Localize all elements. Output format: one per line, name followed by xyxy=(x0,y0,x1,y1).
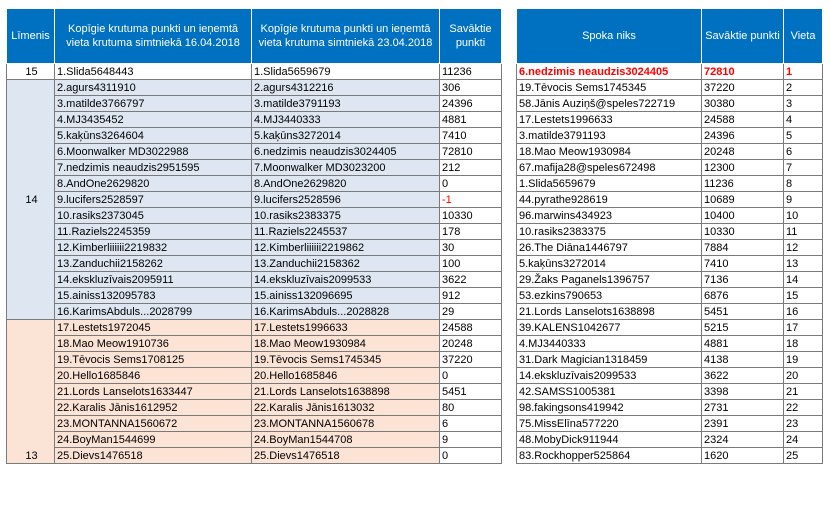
table-row xyxy=(517,176,823,192)
points-cell: 9 xyxy=(440,432,502,448)
ghost-points-cell: 7410 xyxy=(702,256,784,272)
ghost-points-cell: 12300 xyxy=(702,160,784,176)
player-23-04-cell: 11.Raziels2245537 xyxy=(252,224,440,240)
player-16-04-cell: 11.Raziels2245359 xyxy=(55,224,252,240)
player-16-04-cell: 23.MONTANNA1560672 xyxy=(55,416,252,432)
place-cell: 25 xyxy=(784,448,823,464)
ghost-nick-cell: 53.ezkins790653 xyxy=(517,288,702,304)
player-23-04-cell: 5.kaķūns3272014 xyxy=(252,128,440,144)
table-row xyxy=(517,256,823,272)
player-23-04-cell: 21.Lords Lanselots1638898 xyxy=(252,384,440,400)
place-cell: 18 xyxy=(784,336,823,352)
level-cell: 15 xyxy=(7,64,55,80)
table-row xyxy=(7,272,502,288)
ghost-points-cell: 11236 xyxy=(702,176,784,192)
points-cell: 0 xyxy=(440,176,502,192)
ghost-points-cell: 5215 xyxy=(702,320,784,336)
points-cell: 7410 xyxy=(440,128,502,144)
ghost-nick-cell: 31.Dark Magician1318459 xyxy=(517,352,702,368)
player-23-04-cell: 7.Moonwalker MD3023200 xyxy=(252,160,440,176)
player-23-04-cell: 13.Zanduchii2158362 xyxy=(252,256,440,272)
player-16-04-cell: 24.BoyMan1544699 xyxy=(55,432,252,448)
ghost-nick-cell: 19.Tēvocis Sems1745345 xyxy=(517,80,702,96)
table-row xyxy=(7,336,502,352)
ghost-nick-cell: 96.marwins434923 xyxy=(517,208,702,224)
place-cell: 2 xyxy=(784,80,823,96)
player-23-04-cell: 17.Lestets1996633 xyxy=(252,320,440,336)
table-row xyxy=(7,432,502,448)
ghost-nick-cell: 67.mafija28@speles672498 xyxy=(517,160,702,176)
points-cell: -1 xyxy=(440,192,502,208)
points-cell: 20248 xyxy=(440,336,502,352)
points-cell: 10330 xyxy=(440,208,502,224)
table-row xyxy=(517,96,823,112)
player-16-04-cell: 14.ekskluzīvais2095911 xyxy=(55,272,252,288)
place-cell: 12 xyxy=(784,240,823,256)
ghost-nick-cell: 6.nedzimis neaudzis3024405 xyxy=(517,64,702,80)
table-row xyxy=(517,192,823,208)
level-cell: 14 xyxy=(7,80,55,320)
ghost-nick-cell: 21.Lords Lanselots1638898 xyxy=(517,304,702,320)
player-23-04-cell: 19.Tēvocis Sems1745345 xyxy=(252,352,440,368)
place-cell: 21 xyxy=(784,384,823,400)
table-row xyxy=(517,416,823,432)
place-cell: 13 xyxy=(784,256,823,272)
table-row xyxy=(7,224,502,240)
place-cell: 4 xyxy=(784,112,823,128)
table-row xyxy=(7,416,502,432)
ghost-ranking-body xyxy=(517,64,823,464)
place-cell: 8 xyxy=(784,176,823,192)
table-row xyxy=(517,128,823,144)
points-cell: 11236 xyxy=(440,64,502,80)
place-cell: 3 xyxy=(784,96,823,112)
ghost-points-cell: 10330 xyxy=(702,224,784,240)
player-23-04-cell: 2.agurs4312216 xyxy=(252,80,440,96)
place-cell: 9 xyxy=(784,192,823,208)
table-row xyxy=(7,304,502,320)
header-level: Līmenis xyxy=(7,9,55,64)
ghost-points-cell: 4138 xyxy=(702,352,784,368)
player-23-04-cell: 3.matilde3791193 xyxy=(252,96,440,112)
header-ghost-nick: Spoka niks xyxy=(517,9,702,64)
place-cell: 19 xyxy=(784,352,823,368)
player-23-04-cell: 18.Mao Meow1930984 xyxy=(252,336,440,352)
player-16-04-cell: 3.matilde3766797 xyxy=(55,96,252,112)
table-row xyxy=(7,288,502,304)
ghost-points-cell: 6876 xyxy=(702,288,784,304)
player-23-04-cell: 22.Karalis Jānis1613032 xyxy=(252,400,440,416)
ghost-points-cell: 37220 xyxy=(702,80,784,96)
place-cell: 14 xyxy=(784,272,823,288)
points-cell: 178 xyxy=(440,224,502,240)
player-16-04-cell: 1.Slida5648443 xyxy=(55,64,252,80)
player-16-04-cell: 19.Tēvocis Sems1708125 xyxy=(55,352,252,368)
player-23-04-cell: 20.Hello1685846 xyxy=(252,368,440,384)
place-cell: 15 xyxy=(784,288,823,304)
table-row xyxy=(517,432,823,448)
table-row xyxy=(517,304,823,320)
ghost-nick-cell: 29.Žaks Paganels1396757 xyxy=(517,272,702,288)
table-row xyxy=(517,224,823,240)
player-23-04-cell: 1.Slida5659679 xyxy=(252,64,440,80)
ghost-points-cell: 3622 xyxy=(702,368,784,384)
points-cell: 6 xyxy=(440,416,502,432)
ghost-points-cell: 10400 xyxy=(702,208,784,224)
header-points-23-04: Kopīgie krutuma punkti un ieņemtā vieta krutuma simtniekā 23.04.2018 xyxy=(252,9,440,64)
player-23-04-cell: 14.ekskluzīvais2099533 xyxy=(252,272,440,288)
points-cell: 72810 xyxy=(440,144,502,160)
table-row xyxy=(517,112,823,128)
table-row xyxy=(7,144,502,160)
table-row xyxy=(7,176,502,192)
points-cell: 4881 xyxy=(440,112,502,128)
header-place: Vieta xyxy=(784,9,823,64)
player-16-04-cell: 5.kaķūns3264604 xyxy=(55,128,252,144)
points-cell: 5451 xyxy=(440,384,502,400)
ghost-points-cell: 7136 xyxy=(702,272,784,288)
level-cell: 13 xyxy=(7,320,55,464)
ghost-points-cell: 2391 xyxy=(702,416,784,432)
ghost-nick-cell: 26.The Diāna1446797 xyxy=(517,240,702,256)
player-16-04-cell: 13.Zanduchii2158262 xyxy=(55,256,252,272)
player-16-04-cell: 10.rasiks2373045 xyxy=(55,208,252,224)
place-cell: 6 xyxy=(784,144,823,160)
table-row xyxy=(517,288,823,304)
player-16-04-cell: 25.Dievs1476518 xyxy=(55,448,252,464)
table-row xyxy=(7,208,502,224)
ghost-points-cell: 24588 xyxy=(702,112,784,128)
ghost-nick-cell: 75.MissElīna577220 xyxy=(517,416,702,432)
player-16-04-cell: 21.Lords Lanselots1633447 xyxy=(55,384,252,400)
points-cell: 3622 xyxy=(440,272,502,288)
table-row xyxy=(7,160,502,176)
player-23-04-cell: 24.BoyMan1544708 xyxy=(252,432,440,448)
points-cell: 0 xyxy=(440,448,502,464)
points-cell: 80 xyxy=(440,400,502,416)
ghost-nick-cell: 42.SAMSS1005381 xyxy=(517,384,702,400)
player-23-04-cell: 8.AndOne2629820 xyxy=(252,176,440,192)
points-cell: 37220 xyxy=(440,352,502,368)
place-cell: 11 xyxy=(784,224,823,240)
table-row xyxy=(7,256,502,272)
ghost-ranking-table xyxy=(516,8,823,464)
player-16-04-cell: 9.lucifers2528597 xyxy=(55,192,252,208)
table-row xyxy=(517,160,823,176)
points-cell: 24396 xyxy=(440,96,502,112)
table-row xyxy=(7,448,502,464)
table-row xyxy=(517,368,823,384)
player-16-04-cell: 8.AndOne2629820 xyxy=(55,176,252,192)
ranking-comparison-body xyxy=(7,64,502,464)
ghost-points-cell: 30380 xyxy=(702,96,784,112)
player-16-04-cell: 7.nedzimis neaudzis2951595 xyxy=(55,160,252,176)
header-points-16-04: Kopīgie krutuma punkti un ieņemtā vieta krutuma simtniekā 16.04.2018 xyxy=(55,9,252,64)
points-cell: 212 xyxy=(440,160,502,176)
ghost-nick-cell: 39.KALENS1042677 xyxy=(517,320,702,336)
ghost-nick-cell: 14.ekskluzīvais2099533 xyxy=(517,368,702,384)
player-23-04-cell: 25.Dievs1476518 xyxy=(252,448,440,464)
points-cell: 912 xyxy=(440,288,502,304)
table-row xyxy=(517,64,823,80)
player-23-04-cell: 12.Kimberliiiiii2219862 xyxy=(252,240,440,256)
table-row xyxy=(517,352,823,368)
table-row xyxy=(517,80,823,96)
ghost-points-cell: 2324 xyxy=(702,432,784,448)
points-cell: 30 xyxy=(440,240,502,256)
ghost-nick-cell: 83.Rockhopper525864 xyxy=(517,448,702,464)
ghost-points-cell: 72810 xyxy=(702,64,784,80)
player-16-04-cell: 20.Hello1685846 xyxy=(55,368,252,384)
table-row xyxy=(7,320,502,336)
player-23-04-cell: 6.nedzimis neaudzis3024405 xyxy=(252,144,440,160)
player-23-04-cell: 23.MONTANNA1560678 xyxy=(252,416,440,432)
table-row xyxy=(517,336,823,352)
place-cell: 23 xyxy=(784,416,823,432)
table-row xyxy=(517,208,823,224)
ghost-nick-cell: 1.Slida5659679 xyxy=(517,176,702,192)
ghost-nick-cell: 44.pyrathe928619 xyxy=(517,192,702,208)
table-row xyxy=(7,64,502,80)
player-16-04-cell: 16.KarimsAbduls...2028799 xyxy=(55,304,252,320)
ghost-points-cell: 7884 xyxy=(702,240,784,256)
player-16-04-cell: 4.MJ3435452 xyxy=(55,112,252,128)
ghost-points-cell: 5451 xyxy=(702,304,784,320)
table-row xyxy=(7,240,502,256)
ghost-nick-cell: 10.rasiks2383375 xyxy=(517,224,702,240)
player-23-04-cell: 4.MJ3440333 xyxy=(252,112,440,128)
place-cell: 1 xyxy=(784,64,823,80)
table-row xyxy=(7,368,502,384)
player-23-04-cell: 10.rasiks2383375 xyxy=(252,208,440,224)
table-row xyxy=(517,400,823,416)
table-row xyxy=(7,384,502,400)
place-cell: 20 xyxy=(784,368,823,384)
place-cell: 24 xyxy=(784,432,823,448)
table-row xyxy=(517,448,823,464)
ghost-nick-cell: 4.MJ3440333 xyxy=(517,336,702,352)
header-collected-points-right: Savāktie punkti xyxy=(702,9,784,64)
place-cell: 16 xyxy=(784,304,823,320)
ghost-nick-cell: 3.matilde3791193 xyxy=(517,128,702,144)
place-cell: 10 xyxy=(784,208,823,224)
points-cell: 29 xyxy=(440,304,502,320)
player-23-04-cell: 15.ainiss132096695 xyxy=(252,288,440,304)
player-16-04-cell: 12.Kimberliiiiii2219832 xyxy=(55,240,252,256)
table-row xyxy=(7,192,502,208)
ranking-comparison-table xyxy=(6,8,502,464)
place-cell: 5 xyxy=(784,128,823,144)
place-cell: 22 xyxy=(784,400,823,416)
table-row xyxy=(517,320,823,336)
table-row xyxy=(517,272,823,288)
ghost-nick-cell: 48.MobyDick911944 xyxy=(517,432,702,448)
table-row xyxy=(517,240,823,256)
ghost-nick-cell: 58.Jānis Auziņš@speles722719 xyxy=(517,96,702,112)
table-row xyxy=(7,128,502,144)
player-16-04-cell: 6.Moonwalker MD3022988 xyxy=(55,144,252,160)
player-23-04-cell: 9.lucifers2528596 xyxy=(252,192,440,208)
header-collected-points: Savāktie punkti xyxy=(440,9,502,64)
player-23-04-cell: 16.KarimsAbduls...2028828 xyxy=(252,304,440,320)
table-row xyxy=(7,112,502,128)
table-row xyxy=(517,144,823,160)
ghost-nick-cell: 98.fakingsons419942 xyxy=(517,400,702,416)
player-16-04-cell: 18.Mao Meow1910736 xyxy=(55,336,252,352)
points-cell: 24588 xyxy=(440,320,502,336)
ghost-points-cell: 2731 xyxy=(702,400,784,416)
ghost-points-cell: 20248 xyxy=(702,144,784,160)
ghost-points-cell: 3398 xyxy=(702,384,784,400)
player-16-04-cell: 15.ainiss132095783 xyxy=(55,288,252,304)
ghost-points-cell: 10689 xyxy=(702,192,784,208)
table-row xyxy=(7,352,502,368)
ghost-points-cell: 4881 xyxy=(702,336,784,352)
points-cell: 0 xyxy=(440,368,502,384)
place-cell: 17 xyxy=(784,320,823,336)
table-row xyxy=(7,96,502,112)
player-16-04-cell: 17.Lestets1972045 xyxy=(55,320,252,336)
ghost-nick-cell: 18.Mao Meow1930984 xyxy=(517,144,702,160)
table-row xyxy=(7,80,502,96)
place-cell: 7 xyxy=(784,160,823,176)
table-row xyxy=(517,384,823,400)
points-cell: 306 xyxy=(440,80,502,96)
ghost-nick-cell: 5.kaķūns3272014 xyxy=(517,256,702,272)
ghost-points-cell: 24396 xyxy=(702,128,784,144)
player-16-04-cell: 2.agurs4311910 xyxy=(55,80,252,96)
table-row xyxy=(7,400,502,416)
points-cell: 100 xyxy=(440,256,502,272)
player-16-04-cell: 22.Karalis Jānis1612952 xyxy=(55,400,252,416)
ghost-nick-cell: 17.Lestets1996633 xyxy=(517,112,702,128)
ghost-points-cell: 1620 xyxy=(702,448,784,464)
